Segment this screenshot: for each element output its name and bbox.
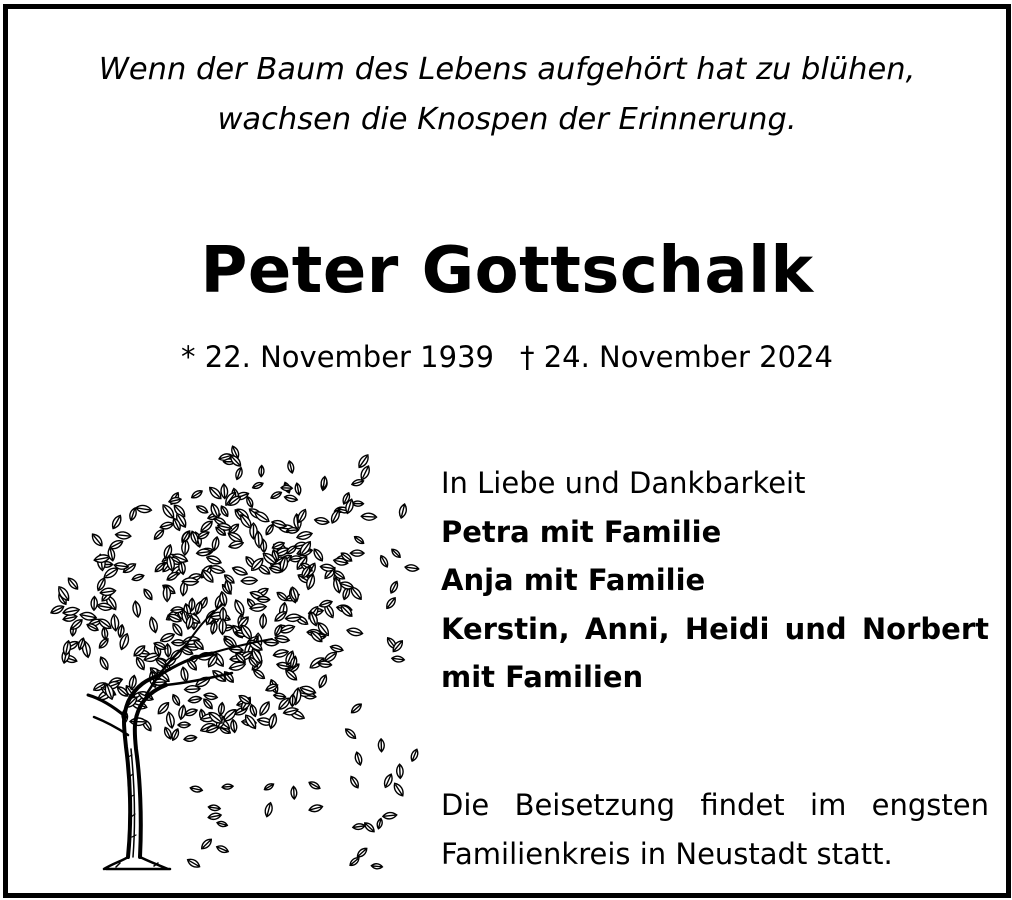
leaf-shape <box>390 547 402 559</box>
leaf-shape <box>376 818 383 829</box>
leaf-shape <box>91 596 98 610</box>
leaf-shape <box>346 627 363 637</box>
leaf-shape <box>218 702 225 715</box>
quote-line-2: wachsen die Knospen der Erinnerung. <box>217 102 797 137</box>
leaf-shape <box>281 485 292 490</box>
burial-notice <box>441 781 989 878</box>
leaf-shape <box>186 857 201 869</box>
leaf-shape <box>66 576 80 591</box>
deceased-name: Peter Gottschalk <box>200 234 814 308</box>
mourners-intro: In Liebe und Dankbarkeit <box>441 466 806 500</box>
leaf-shape <box>409 748 419 762</box>
mourner-word: und <box>784 611 847 646</box>
leaf-shape <box>378 554 389 568</box>
life-dates <box>8 335 1006 379</box>
leaf-shape <box>205 554 222 566</box>
notice-word: im <box>810 788 847 822</box>
leaf-shape <box>312 547 325 562</box>
leaf-shape <box>165 644 172 657</box>
leaf-shape <box>200 837 214 851</box>
mourner-names-line <box>441 605 989 654</box>
memorial-quote <box>8 45 1006 145</box>
leaf-shape <box>352 823 365 830</box>
leaf-shape <box>396 764 403 779</box>
leaf-shape <box>254 531 262 548</box>
mourner-word: Heidi <box>684 611 770 646</box>
leaf-shape <box>216 844 230 854</box>
death-date: † 24. November 2024 <box>520 340 833 374</box>
notice-line-1 <box>441 781 989 830</box>
leaf-shape <box>290 694 296 706</box>
mourner-word: Kerstin, <box>441 611 570 646</box>
leaf-shape <box>182 578 198 586</box>
leaf-shape <box>208 812 222 820</box>
leaf-shape <box>273 692 286 699</box>
leaf-shape <box>234 467 243 481</box>
leaf-shape <box>363 821 376 834</box>
leaf-shape <box>135 504 152 513</box>
leaf-shape <box>257 596 270 602</box>
leaf-shape <box>231 565 248 577</box>
notice-word: Beisetzung <box>514 788 676 822</box>
leaf-shape <box>232 598 246 616</box>
leaf-shape <box>344 727 358 741</box>
leaf-shape <box>314 517 329 526</box>
leaf-shape <box>219 619 227 635</box>
quote-line-1: Wenn der Baum des Lebens aufgehört hat zu blühen, <box>98 52 916 87</box>
leaf-shape <box>142 587 154 601</box>
leaf-shape <box>172 640 185 646</box>
leaf-shape <box>317 674 329 689</box>
leaf-shape <box>330 644 344 653</box>
leaf-shape <box>171 693 182 706</box>
leaf-shape <box>361 513 377 521</box>
leaf-shape <box>180 667 190 683</box>
mourner-families: mit Familien <box>441 660 644 694</box>
leaf-shape <box>130 718 147 726</box>
leaf-shape <box>291 786 297 799</box>
leaf-shape <box>287 460 295 473</box>
leaf-shape <box>98 656 110 671</box>
leaf-shape <box>405 564 420 572</box>
leaf-shape <box>264 802 274 818</box>
leaf-shape <box>152 528 165 542</box>
leaf-shape <box>196 530 210 541</box>
leaf-shape <box>148 616 159 633</box>
leaf-shape <box>219 505 230 518</box>
leaf-shape <box>353 535 365 546</box>
leaf-shape <box>398 503 408 519</box>
leaf-shape <box>50 604 66 616</box>
leaf-shape <box>188 695 202 703</box>
leaf-shape <box>259 465 265 476</box>
leaf-shape <box>241 577 257 585</box>
windblown-tree-icon <box>36 417 426 879</box>
notice-word: engsten <box>871 788 989 822</box>
obituary-frame <box>3 4 1011 898</box>
leaf-shape <box>168 496 181 504</box>
leaf-shape <box>284 494 298 503</box>
leaf-shape <box>195 504 209 515</box>
leaf-shape <box>308 780 321 791</box>
notice-word: Die <box>441 788 490 822</box>
leaf-shape <box>190 785 203 793</box>
leaf-shape <box>382 773 394 789</box>
leaf-shape <box>391 656 404 663</box>
notice-line-2: Familienkreis in Neustadt statt. <box>441 836 893 871</box>
leaf-shape <box>170 728 180 742</box>
leaf-shape <box>222 784 233 790</box>
leaf-shape <box>263 782 275 792</box>
leaf-shape <box>132 600 142 617</box>
leaf-shape <box>178 722 190 728</box>
leaf-shape <box>296 530 313 541</box>
leaf-shape <box>270 490 283 500</box>
leaf-shape <box>378 739 384 752</box>
leaf-shape <box>110 514 123 530</box>
leaf-shape <box>245 496 254 508</box>
leaf-shape <box>249 704 258 718</box>
leaf-shape <box>308 803 323 813</box>
leaf-shape <box>221 484 229 499</box>
leaf-shape <box>196 548 211 556</box>
leaf-shape <box>115 531 131 540</box>
mourners-block <box>441 459 989 702</box>
leaf-shape <box>268 713 279 729</box>
leaf-shape <box>189 598 195 611</box>
leaf-shape <box>257 700 272 717</box>
leaf-shape <box>110 614 119 631</box>
leaf-shape <box>230 719 238 733</box>
leaf-shape <box>184 735 198 743</box>
mourner-petra: Petra mit Familie <box>441 514 722 549</box>
birth-date: * 22. November 1939 <box>181 340 494 374</box>
leaf-shape <box>350 550 364 556</box>
leaf-shape <box>90 532 105 548</box>
leaf-shape <box>259 614 266 629</box>
leaf-shape <box>208 804 221 811</box>
leaf-shape <box>383 812 398 820</box>
leaf-shape <box>371 863 383 869</box>
leaf-shape <box>356 846 369 859</box>
leaf-shape <box>252 481 264 490</box>
leaf-shape <box>62 606 80 616</box>
leaf-shape <box>190 489 203 500</box>
leaf-shape <box>348 856 360 867</box>
leaf-shape <box>273 624 283 637</box>
mourner-anja: Anja mit Familie <box>441 563 706 597</box>
leaf-shape <box>275 590 289 602</box>
leaf-shape <box>131 573 144 582</box>
leaf-shape <box>264 523 275 536</box>
leaf-shape <box>294 483 302 496</box>
leaf-shape <box>349 775 361 789</box>
mourner-word: Norbert <box>861 611 989 646</box>
notice-word: findet <box>700 788 785 822</box>
mourner-word: Anni, <box>584 611 670 646</box>
leaf-shape <box>165 711 176 728</box>
leaf-shape <box>392 782 406 798</box>
leaf-shape <box>384 596 397 610</box>
leaf-shape <box>178 705 187 720</box>
leaf-shape <box>159 521 174 530</box>
leaf-shape <box>388 580 399 594</box>
leaf-shape <box>350 702 364 715</box>
leaf-shape <box>216 820 228 827</box>
leaf-shape <box>354 751 363 766</box>
